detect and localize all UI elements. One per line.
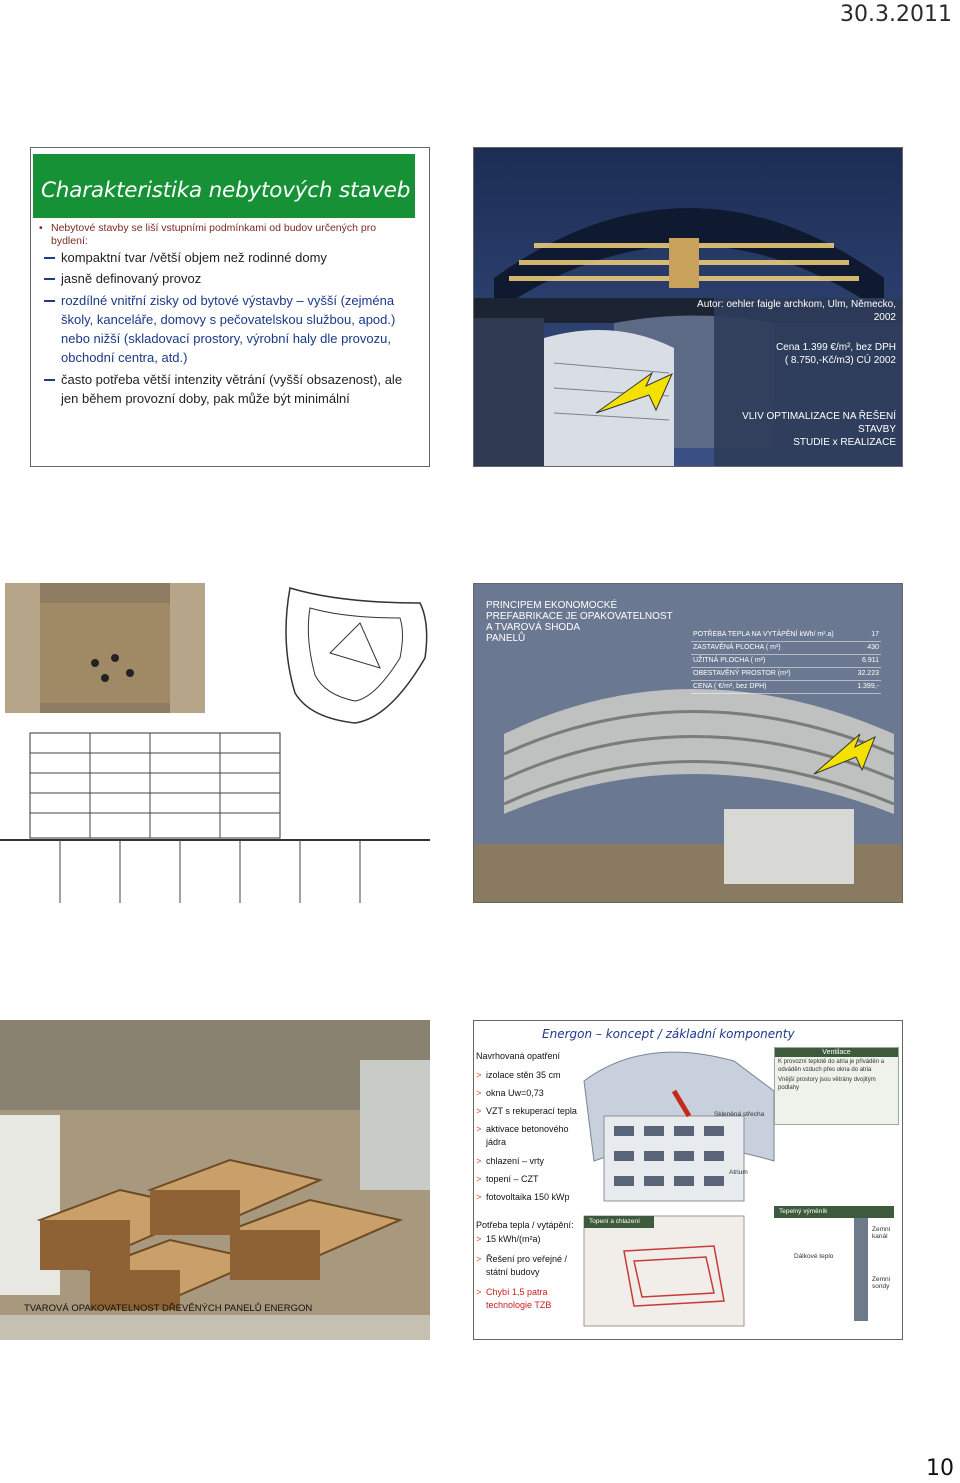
- missing-note: > Chybí 1,5 patra technologie TZB: [476, 1287, 552, 1310]
- list-item: rozdílné vnitřní zisky od bytové výstavby – vyšší (zejména školy, kanceláře, domovy s pečovatelskou službou, apod.) nebo nižší (skladovací prostory, výrobní haly dle provozu, obchodní centra, atd.): [44, 291, 414, 367]
- heating-label: Topení a chlazení: [589, 1218, 640, 1225]
- heat-demand-label: Potřeba tepla / vytápění:: [476, 1220, 574, 1230]
- slide-building-photo: [473, 147, 903, 467]
- heat-demand-value: > 15 kWh/(m²a): [476, 1234, 541, 1244]
- list-item: > Řešení pro veřejné / státní budovy: [476, 1254, 568, 1277]
- slide-characteristics: [30, 147, 430, 467]
- list-item: > topení – CZT: [476, 1174, 539, 1184]
- concept-title: Energon – koncept / základní komponenty: [542, 1027, 795, 1041]
- list-item: > okna Uw=0,73: [476, 1088, 544, 1098]
- list-item: > izolace stěn 35 cm: [476, 1070, 561, 1080]
- table-row: OBESTAVĚNÝ PROSTOR (m³) 32.223: [691, 667, 881, 680]
- slide-wooden-panels: [0, 1020, 430, 1340]
- glass-roof-label: Skleněná střecha: [714, 1111, 765, 1118]
- price-text: Cena 1.399 €/m², bez DPH: [775, 342, 896, 353]
- list-item: > fotovoltaika 150 kWp: [476, 1192, 570, 1202]
- table-row: CENA ( €/m², bez DPH) 1.399,-: [691, 680, 881, 693]
- lead-bullet: • Nebytové stavby se liší vstupními podmínkami od budov určených pro bydlení:: [39, 222, 389, 247]
- heat-exchanger-label: Tepelný výměník: [779, 1208, 828, 1215]
- atrium-and-plan-drawings: [0, 583, 430, 903]
- atrium-label: Atrium: [729, 1169, 748, 1176]
- list-item: > aktivace betonového jádra: [476, 1124, 569, 1147]
- author-text: Autor: oehler faigle archkom, Ulm, Německo, 2002: [697, 299, 896, 323]
- table-row: UŽITNÁ PLOCHA ( m²) 6.911: [691, 654, 881, 667]
- wooden-panels-photo: [0, 1020, 430, 1340]
- measures-label: Navrhovaná opatření: [476, 1051, 561, 1061]
- table-row: ZASTAVĚNÁ PLOCHA ( m²) 430: [691, 641, 881, 654]
- gas-channel-label: Zemní kanál: [872, 1226, 891, 1240]
- probes-label: Zemní sondy: [872, 1276, 891, 1290]
- slide-energon-concept: [473, 1020, 903, 1340]
- list-item: > chlazení – vrty: [476, 1156, 545, 1166]
- table-row: POTŘEBA TEPLA NA VYTÁPĚNÍ kWh/ m².a) 17: [691, 628, 881, 641]
- ventilation-box: Ventilace K provozní teplotě do atria je přiváděn a odváděn vzduch přes okna do atria Vnější prostory jsou větrány dvojitým podlahy: [774, 1047, 899, 1125]
- slide-title: Charakteristika nebytových staveb: [41, 178, 411, 203]
- price-czk-text: ( 8.750,-Kč/m3) CÚ 2002: [784, 355, 896, 366]
- panels-caption: TVAROVÁ OPAKOVATELNOST DŘEVĚNÝCH PANELŮ ENERGON: [24, 1303, 313, 1314]
- study-note: STUDIE x REALIZACE: [793, 437, 896, 448]
- list-item: často potřeba větší intenzity větrání (vyšší obsazenost), ale jen během provozní doby, pak může být minimální: [44, 370, 414, 408]
- page-number: 10: [926, 1456, 954, 1481]
- list-item: > VZT s rekuperací tepla: [476, 1106, 577, 1116]
- slide-title-bar: [33, 154, 415, 218]
- list-item: kompaktní tvar /větší objem než rodinné domy: [44, 248, 414, 267]
- slide-drawings: [0, 583, 430, 903]
- optimization-note: VLIV OPTIMALIZACE NA ŘEŠENÍ STAVBY: [742, 411, 896, 435]
- header-date: 30.3.2011: [840, 2, 952, 27]
- building-stats-table: [691, 628, 881, 694]
- prefab-title: PRINCIPEM EKONOMOCKÉ PREFABRIKACE JE OPAKOVATELNOST A TVAROVÁ SHODA PANELŮ: [486, 600, 673, 644]
- list-item: jasně definovaný provoz: [44, 269, 414, 288]
- slide-prefabrication: [473, 583, 903, 903]
- district-heat-label: Dálkové teplo: [794, 1253, 834, 1260]
